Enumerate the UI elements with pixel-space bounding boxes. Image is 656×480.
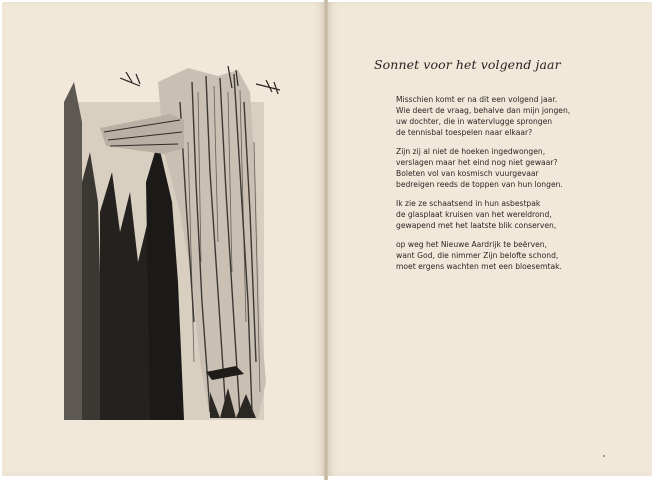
poem-line: gewapend met het laatste blik conserven, — [396, 221, 557, 230]
poem-title: Sonnet voor het volgend jaar — [374, 57, 561, 72]
poem-line: Ik zie ze schaatsend in hun asbestpak — [396, 199, 541, 208]
poem-line: de glasplaat kruisen van het wereldrond, — [396, 210, 552, 219]
stanza-3 — [396, 198, 626, 231]
poem-line: Wie deert de vraag, behalve dan mijn jongen, — [396, 106, 571, 115]
poem-line: bedreigen reeds de toppen van hun longen. — [396, 180, 563, 189]
poem-line: Boleten vol van kosmisch vuurgevaar — [396, 169, 539, 178]
poem-line: op weg het Nieuwe Aardrijk te beërven, — [396, 240, 547, 249]
poem-line: Misschien komt er na dit een volgend jaar. — [396, 95, 558, 104]
poem-line: verslagen maar het eind nog niet gewaar? — [396, 158, 558, 167]
poem-line: Zijn zij al niet de hoeken ingedwongen, — [396, 147, 546, 156]
poem-line: uw dochter, die in watervlugge sprongen — [396, 117, 553, 126]
poem-line: want God, die nimmer Zijn belofte schond, — [396, 251, 559, 260]
woodcut-illustration — [60, 62, 282, 422]
poem-line: de tennisbal toespelen naar elkaar? — [396, 128, 533, 137]
stanza-4 — [396, 239, 626, 272]
poem-line: moet ergens wachten met een bloesemtak. — [396, 262, 562, 271]
stanza-1 — [396, 94, 626, 138]
poem-body — [396, 94, 626, 280]
paper-speck — [603, 455, 605, 457]
stanza-2 — [396, 146, 626, 190]
